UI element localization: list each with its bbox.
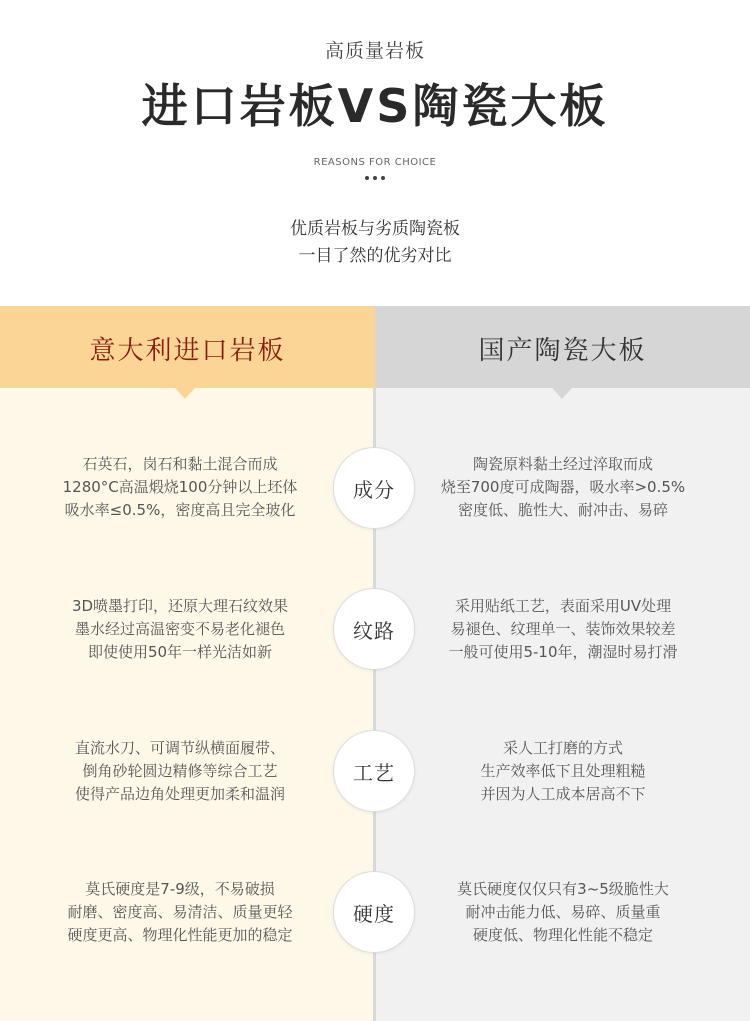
right-line: 耐冲击能力低、易碎、质量重: [465, 903, 661, 921]
reasons-subtitle: REASONS FOR CHOICE: [313, 157, 437, 168]
left-line: 倒角砂轮圆边精修等综合工艺: [82, 762, 278, 780]
right-line: 烧至700度可成陶器，吸水率>0.5%: [440, 478, 686, 496]
left-line: 使得产品边角处理更加柔和温润: [74, 785, 285, 803]
right-cell: [413, 595, 713, 664]
left-line: 1280°C高温煅烧100分钟以上坯体: [62, 478, 298, 496]
right-cell: [413, 737, 713, 806]
intro-header: [0, 0, 750, 306]
left-cell: [30, 878, 330, 947]
page-title: 进口岩板VS陶瓷大板: [141, 79, 609, 133]
left-cell: [30, 737, 330, 806]
left-line: 墨水经过高温密变不易老化褪色: [74, 620, 285, 638]
right-cell: [413, 453, 713, 522]
left-line: 3D喷墨打印，还原大理石纹效果: [71, 597, 289, 615]
right-line: 易褪色、纹理单一、装饰效果较差: [450, 620, 676, 638]
right-line: 采人工打磨的方式: [502, 739, 623, 757]
category-badge-composition: 成分: [333, 447, 415, 529]
category-badge-hardness: 硬度: [333, 871, 415, 953]
description-line-2: 一目了然的优劣对比: [298, 246, 452, 266]
right-line: 一般可使用5-10年，潮湿时易打滑: [448, 643, 678, 661]
category-badge-texture: 纹路: [333, 588, 415, 670]
ellipsis-icon: [0, 176, 750, 180]
left-cell: [30, 453, 330, 522]
right-column-title: 国产陶瓷大板: [478, 336, 647, 366]
left-header-pointer-icon: [175, 388, 195, 399]
category-badge-craft: 工艺: [333, 730, 415, 812]
right-line: 硬度低、物理化性能不稳定: [472, 926, 653, 944]
kicker-text: 高质量岩板: [324, 40, 425, 62]
left-line: 耐磨、密度高、易清洁、质量更轻: [67, 903, 293, 921]
description-line-1: 优质岩板与劣质陶瓷板: [290, 219, 460, 239]
left-line: 莫氏硬度是7-9级，不易破损: [85, 880, 275, 898]
left-line: 硬度更高、物理化性能更加的稳定: [67, 926, 293, 944]
right-line: 并因为人工成本居高不下: [480, 785, 646, 803]
left-line: 即使使用50年一样光洁如新: [87, 643, 273, 661]
right-header-pointer-icon: [552, 388, 572, 399]
right-line: 密度低、脆性大、耐冲击、易碎: [457, 501, 668, 519]
left-line: 吸水率≤0.5%，密度高且完全玻化: [64, 501, 296, 519]
left-cell: [30, 595, 330, 664]
left-line: 直流水刀、可调节纵横面履带、: [74, 739, 285, 757]
left-line: 石英石，岗石和黏土混合而成: [82, 455, 278, 473]
right-line: 生产效率低下且处理粗糙: [480, 762, 646, 780]
right-line: 莫氏硬度仅仅只有3~5级脆性大: [457, 880, 669, 898]
left-column-title: 意大利进口岩板: [89, 336, 286, 366]
right-cell: [413, 878, 713, 947]
right-line: 采用贴纸工艺，表面采用UV处理: [454, 597, 672, 615]
right-line: 陶瓷原料黏土经过淬取而成: [472, 455, 653, 473]
